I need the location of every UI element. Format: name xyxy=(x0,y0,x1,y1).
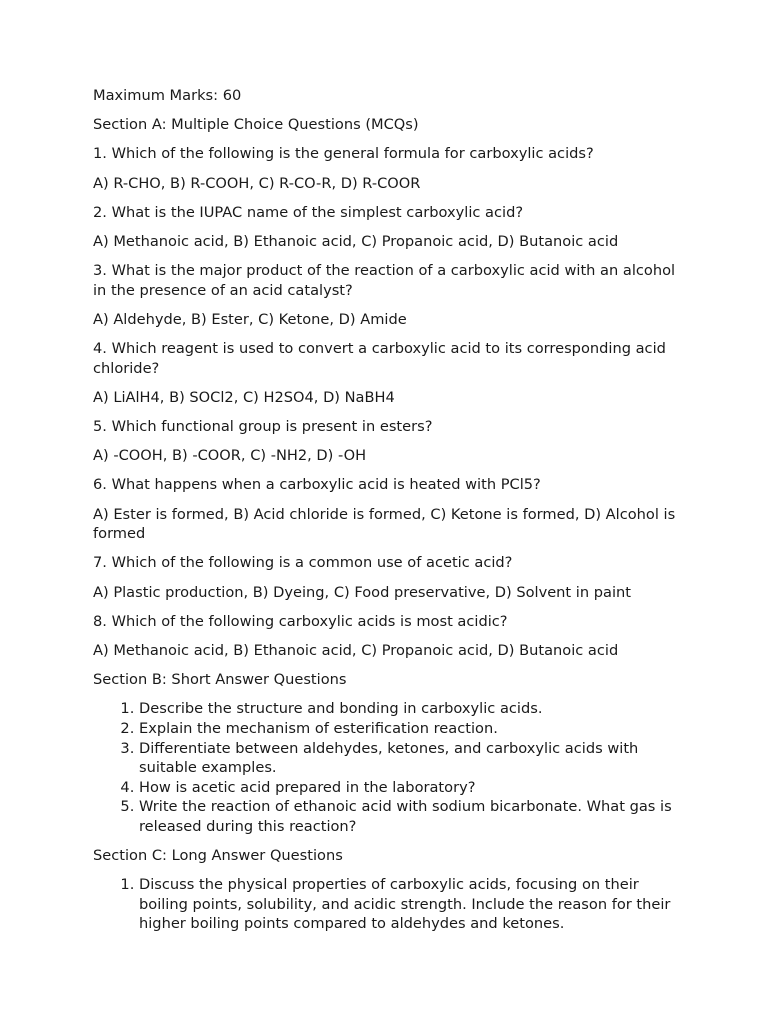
options-6: A) Ester is formed, B) Acid chloride is formed, C) Ketone is formed, D) Alcohol is formed xyxy=(93,505,676,543)
section-c-title: Section C: Long Answer Questions xyxy=(93,847,343,865)
options-8: A) Methanoic acid, B) Ethanoic acid, C) Propanoic acid, D) Butanoic acid xyxy=(93,641,619,659)
options-2: A) Methanoic acid, B) Ethanoic acid, C) Propanoic acid, D) Butanoic acid xyxy=(93,232,619,250)
question-7: 7. Which of the following is a common use of acetic acid? xyxy=(93,554,513,572)
question-1: 1. Which of the following is the general formula for carboxylic acids? xyxy=(93,145,594,163)
options-3: A) Aldehyde, B) Ester, C) Ketone, D) Amide xyxy=(93,310,407,328)
section-b-item: 5. Write the reaction of ethanoic acid with sodium bicarbonate. What gas is released during this reaction? xyxy=(139,797,678,836)
section-c-list xyxy=(93,875,678,934)
question-3: 3. What is the major product of the reaction of a carboxylic acid with an alcohol in the presence of an acid catalyst? xyxy=(93,262,676,299)
options-1: A) R-CHO, B) R-COOH, C) R-CO-R, D) R-COOR xyxy=(93,174,421,192)
question-5: 5. Which functional group is present in esters? xyxy=(93,418,433,436)
options-7: A) Plastic production, B) Dyeing, C) Food preservative, D) Solvent in paint xyxy=(93,583,631,601)
document-content xyxy=(93,86,678,934)
options-4: A) LiAlH4, B) SOCl2, C) H2SO4, D) NaBH4 xyxy=(93,388,395,406)
section-b-item: 3. Differentiate between aldehydes, ketones, and carboxylic acids with suitable examples. xyxy=(139,739,678,778)
question-8: 8. Which of the following carboxylic acids is most acidic? xyxy=(93,612,508,630)
question-2: 2. What is the IUPAC name of the simplest carboxylic acid? xyxy=(93,203,524,221)
question-4: 4. Which reagent is used to convert a carboxylic acid to its corresponding acid chloride? xyxy=(93,340,666,377)
max-marks: Maximum Marks: 60 xyxy=(93,87,242,104)
section-a-title: Section A: Multiple Choice Questions (MCQs) xyxy=(93,116,419,134)
section-b-item: 4. How is acetic acid prepared in the laboratory? xyxy=(139,778,678,798)
options-5: A) -COOH, B) -COOR, C) -NH2, D) -OH xyxy=(93,447,367,465)
question-6: 6. What happens when a carboxylic acid is heated with PCl5? xyxy=(93,476,541,494)
section-b-item: 1. Describe the structure and bonding in carboxylic acids. xyxy=(139,699,678,719)
section-c-item: 1. Discuss the physical properties of carboxylic acids, focusing on their boiling points, solubility, and acidic strength. Include the reason for their higher boiling points compared to aldehydes and ketones. xyxy=(139,875,678,934)
section-b-title: Section B: Short Answer Questions xyxy=(93,671,347,689)
section-b-list xyxy=(93,699,678,836)
section-b-item: 2. Explain the mechanism of esterification reaction. xyxy=(139,719,678,739)
